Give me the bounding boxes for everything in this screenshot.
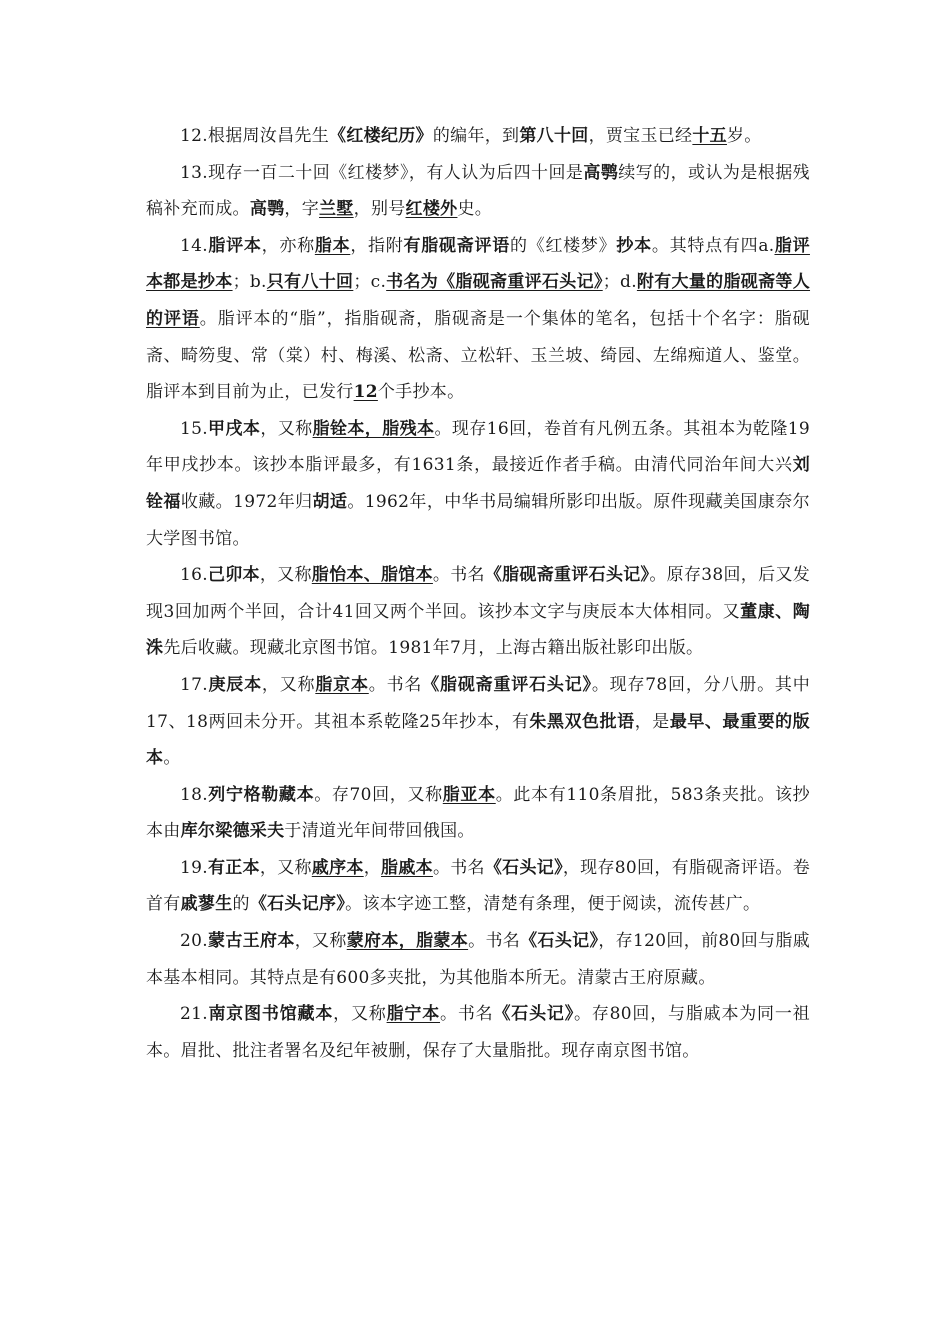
text-run: 17. — [180, 674, 208, 695]
text-run: ，现存80回，有脂砚斋评语。卷首有 — [146, 857, 811, 915]
text-run: ，贾宝玉已经 — [588, 126, 693, 146]
text-run: 13.现存一百二十回《红楼梦》，有人认为后四十回是 — [180, 162, 584, 183]
text-run: ，字 — [284, 199, 320, 220]
text-run: 的编年，到 — [432, 126, 520, 146]
text-run: 。其特点有四a. — [651, 235, 775, 256]
emphasized-text: 脂戚本 — [381, 857, 433, 878]
text-run: 。1962年，中华书局编辑所影印出版。原件现藏美国康奈尔大学图书馆。 — [146, 491, 810, 549]
text-run: ，别号 — [353, 199, 406, 220]
emphasized-text: 脂怡本、脂馆本 — [311, 565, 433, 586]
emphasized-text: 列宁格勒藏本 — [207, 784, 315, 805]
emphasized-text: 第八十回 — [519, 126, 589, 146]
text-run: 。书名 — [432, 565, 485, 586]
paragraph-item-13 — [146, 155, 810, 228]
text-run: 。原存38回，后又发现3回加两个半回，合计41回又两个半回。该抄本文字与庚辰本大体相同。又 — [146, 565, 811, 622]
text-run: 续写的，或认为是根据残稿补充而成。 — [146, 162, 810, 220]
text-run: 个手抄本。 — [377, 382, 465, 403]
text-run: 18. — [180, 784, 208, 805]
emphasized-text: 脂本 — [314, 235, 351, 256]
text-run: 14. — [180, 235, 208, 256]
emphasized-text: 只有八十回 — [266, 272, 354, 293]
emphasized-text: 《石头记》 — [520, 931, 599, 952]
emphasized-text: 红楼外 — [405, 199, 458, 220]
text-run: 于清道光年间带回俄国。 — [284, 821, 475, 842]
emphasized-text: 脂京本 — [315, 674, 369, 695]
emphasized-text: 蒙古王府本 — [207, 931, 295, 952]
text-run: 。该本字迹工整，清楚有条理，便于阅读，流传甚广。 — [345, 894, 761, 915]
emphasized-text: 脂宁本 — [386, 1004, 441, 1025]
emphasized-text: 董康、陶洙 — [146, 601, 810, 659]
text-run: 12.根据周汝昌先生 — [180, 126, 330, 146]
text-run: ；c. — [353, 272, 387, 293]
emphasized-text: 十五 — [692, 126, 727, 146]
emphasized-text: 甲戌本 — [207, 418, 261, 439]
paragraph-item-12 — [146, 118, 810, 155]
emphasized-text: 朱黑双色批语 — [529, 711, 635, 732]
text-run: 收藏。1972年归 — [180, 491, 313, 512]
text-run: 先后收藏。现藏北京图书馆。1981年7月，上海古籍出版社影印出版。 — [163, 638, 704, 659]
paragraph-item-19 — [146, 850, 810, 923]
emphasized-text: 脂亚本 — [442, 784, 496, 805]
emphasized-text: 《脂砚斋重评石头记》 — [484, 565, 650, 586]
text-run: 21. — [180, 1004, 208, 1025]
text-run: ；d. — [602, 272, 637, 293]
text-run: 。存70回，又称 — [314, 784, 443, 805]
text-run: 。此本有110条眉批，583条夹批。该抄本由 — [146, 784, 810, 842]
text-run: 史。 — [457, 199, 493, 220]
emphasized-text: 兰墅 — [319, 199, 354, 220]
text-run: 。现存78回，分八册。其中17、18两回未分开。其祖本系乾隆25年抄本，有 — [146, 674, 810, 732]
emphasized-text: 附有大量的脂砚斋等人的评语 — [146, 272, 811, 329]
text-run: ，亦称 — [261, 235, 315, 256]
emphasized-text: 有脂砚斋评语 — [403, 235, 510, 256]
emphasized-text: 书名为《脂砚斋重评石头记》 — [386, 272, 603, 293]
text-run: ，又称 — [294, 931, 347, 952]
text-run: 。现存16回，卷首有凡例五条。其祖本为乾隆19年甲戌抄本。该抄本脂评最多，有1631条，最接近作者手稿。由清代同治年间大兴 — [146, 418, 810, 476]
text-run: ；b. — [232, 272, 267, 293]
emphasized-text: 12 — [353, 382, 378, 403]
emphasized-text: 刘铨福 — [146, 455, 810, 512]
paragraph-item-16 — [146, 557, 810, 667]
emphasized-text: 抄本 — [616, 235, 652, 256]
emphasized-text: 《石头记》 — [493, 1004, 575, 1025]
emphasized-text: 胡适 — [312, 491, 348, 512]
text-run: 。书名 — [468, 931, 521, 952]
emphasized-text: 高鹗 — [583, 162, 619, 183]
paragraph-item-14 — [146, 228, 810, 411]
text-run: 的《红楼梦》 — [509, 235, 617, 256]
text-run: ，又称 — [259, 565, 312, 586]
text-run: 19. — [180, 857, 208, 878]
paragraph-item-15 — [146, 411, 810, 557]
text-run: ，指附 — [350, 235, 404, 256]
emphasized-text: 戚序本 — [311, 857, 364, 878]
text-run: 15. — [180, 418, 208, 439]
text-run: 。存80回，与脂戚本为同一祖本。眉批、批注者署名及纪年被删，保存了大量脂批。现存南京图书馆。 — [146, 1004, 810, 1061]
emphasized-text: 最早、最重要的版本 — [146, 711, 810, 769]
text-run: ，又称 — [333, 1004, 387, 1025]
text-run: ， — [363, 857, 382, 878]
text-run: 16. — [180, 565, 208, 586]
text-run: ，又称 — [260, 418, 313, 439]
emphasized-text: 库尔梁德采夫 — [180, 821, 285, 842]
emphasized-text: 脂评本 — [207, 235, 262, 256]
text-run: 的 — [232, 894, 250, 915]
text-run: 。脂评本的“脂”，指脂砚斋，脂砚斋是一个集体的笔名，包括十个名字：脂砚斋、畸笏叟、常（棠）村、梅溪、松斋、立松轩、玉兰坡、绮园、左绵痴道人、鉴堂。脂评本到目前为止，已发行 — [146, 308, 810, 403]
text-run: ，是 — [634, 711, 670, 732]
text-run: 。 — [163, 748, 181, 769]
document-body — [146, 118, 810, 1069]
paragraph-item-18 — [146, 777, 810, 850]
emphasized-text: 《脂砚斋重评石头记》 — [422, 674, 592, 695]
text-run: ，存120回，前80回与脂戚本基本相同。其特点是有600多夹批，为其他脂本所无。清蒙古王府原藏。 — [146, 931, 811, 988]
emphasized-text: 己卯本 — [207, 565, 260, 586]
emphasized-text: 《石头记序》 — [249, 894, 346, 915]
text-run: ，又称 — [261, 674, 316, 695]
text-run: 。书名 — [432, 857, 485, 878]
text-run: 。书名 — [440, 1004, 494, 1025]
emphasized-text: 脂评本都是抄本 — [146, 235, 810, 293]
emphasized-text: 有正本 — [207, 857, 260, 878]
emphasized-text: 南京图书馆藏本 — [207, 1004, 334, 1025]
text-run: ，又称 — [259, 857, 312, 878]
text-run: 岁。 — [726, 126, 762, 146]
emphasized-text: 《红楼纪历》 — [329, 126, 433, 146]
paragraph-item-20 — [146, 923, 810, 996]
paragraph-item-17 — [146, 667, 810, 777]
emphasized-text: 《石头记》 — [484, 857, 563, 878]
text-run: 20. — [180, 931, 208, 952]
text-run: 。书名 — [368, 674, 423, 695]
emphasized-text: 蒙府本，脂蒙本 — [346, 931, 469, 952]
emphasized-text: 高鹗 — [249, 199, 285, 220]
emphasized-text: 庚辰本 — [207, 674, 262, 695]
paragraph-item-21 — [146, 996, 810, 1069]
emphasized-text: 戚蓼生 — [180, 894, 233, 915]
emphasized-text: 脂铨本，脂残本 — [312, 418, 435, 439]
